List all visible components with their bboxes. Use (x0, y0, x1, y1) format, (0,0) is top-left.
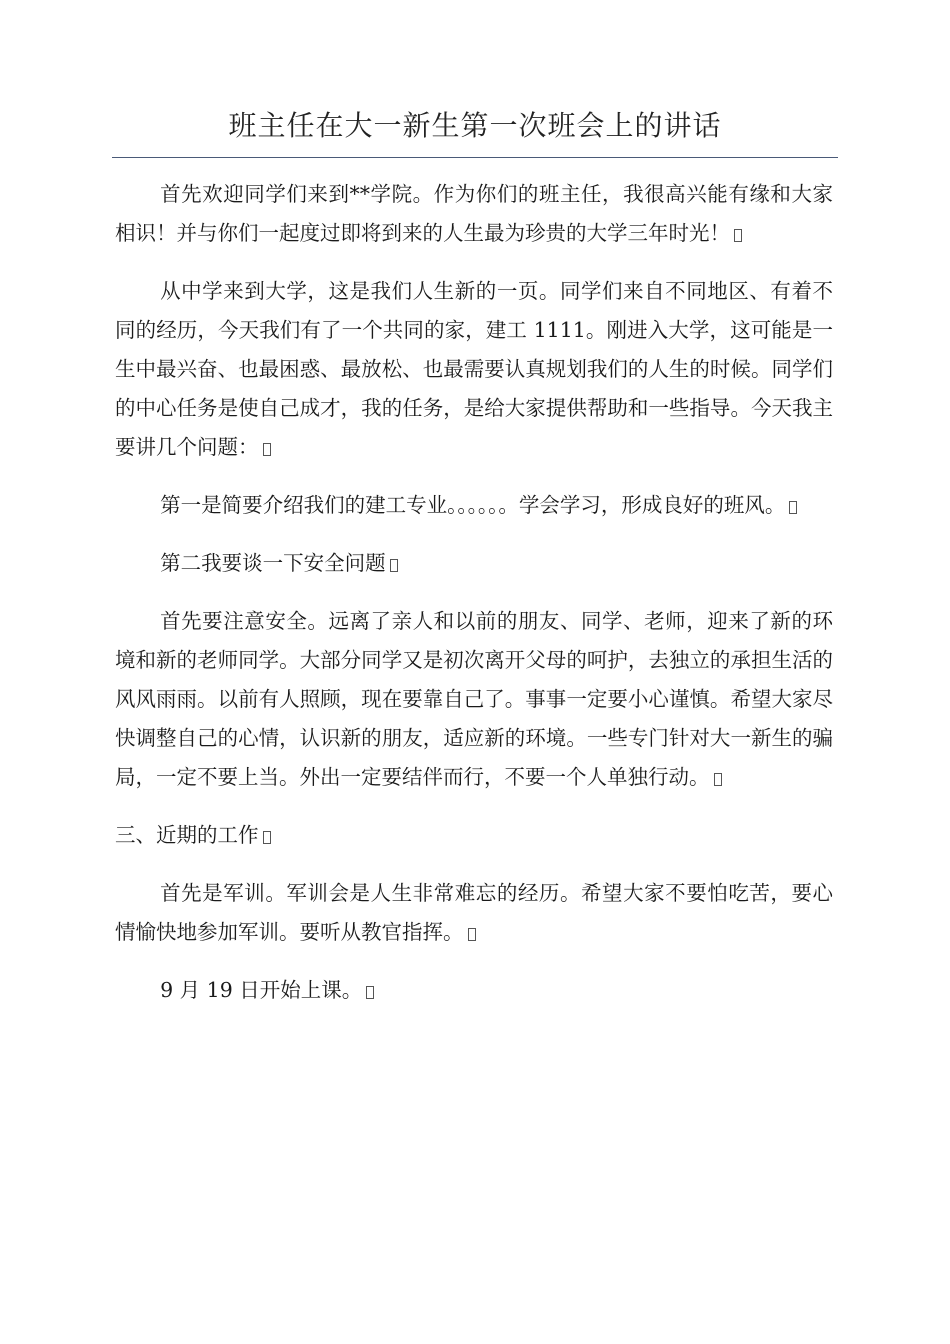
document-title: 班主任在大一新生第一次班会上的讲话 (228, 109, 722, 142)
paragraph-mark-icon (263, 831, 271, 844)
paragraph-mark-icon (263, 443, 271, 456)
paragraph-class-start (115, 971, 833, 1010)
paragraph-text: 首先欢迎同学们来到**学院。作为你们的班主任，我很高兴能有缘和大家相识！并与你们一起度过即将到来的人生最为珍贵的大学三年时光！ (115, 182, 833, 245)
paragraph-recent-work-heading (115, 816, 833, 855)
paragraph-safety-heading (115, 544, 833, 583)
paragraph-introduction (115, 272, 833, 467)
paragraph-mark-icon (734, 229, 742, 242)
paragraph-text: 首先是军训。军训会是人生非常难忘的经历。希望大家不要怕吃苦，要心情愉快地参加军训。要听从教官指挥。 (115, 881, 833, 944)
paragraph-mark-icon (714, 773, 722, 786)
paragraph-welcome (115, 175, 833, 253)
paragraph-military-training (115, 874, 833, 952)
paragraph-mark-icon (366, 986, 374, 999)
paragraph-major (115, 486, 833, 525)
paragraph-text: 首先要注意安全。远离了亲人和以前的朋友、同学、老师，迎来了新的环境和新的老师同学。大部分同学又是初次离开父母的呵护，去独立的承担生活的风风雨雨。以前有人照顾，现在要靠自己了。事事一定要小心谨慎。希望大家尽快调整自己的心情，认识新的朋友，适应新的环境。一些专门针对大一新生的骗局，一定不要上当。外出一定要结伴而行，不要一个人单独行动。 (115, 609, 833, 789)
paragraph-mark-icon (390, 559, 398, 572)
paragraph-text: 从中学来到大学，这是我们人生新的一页。同学们来自不同地区、有着不同的经历，今天我们有了一个共同的家，建工 1111。刚进入大学，这可能是一生中最兴奋、也最困惑、最放松、也最需要认真规划我们的人生的时候。同学们的中心任务是使自己成才，我的任务，是给大家提供帮助和一些指导。今天我主要讲几个问题： (115, 279, 833, 459)
document-body (115, 175, 833, 1029)
paragraph-mark-icon (789, 501, 797, 514)
paragraph-text: 三、近期的工作 (115, 823, 259, 847)
paragraph-text: 第二我要谈一下安全问题 (160, 551, 386, 575)
title-underline (112, 157, 838, 158)
paragraph-text: 9 月 19 日开始上课。 (160, 978, 363, 1002)
paragraph-safety (115, 602, 833, 797)
paragraph-text: 第一是简要介绍我们的建工专业。。。。。。学会学习，形成良好的班风。 (160, 493, 786, 517)
paragraph-mark-icon (468, 928, 476, 941)
